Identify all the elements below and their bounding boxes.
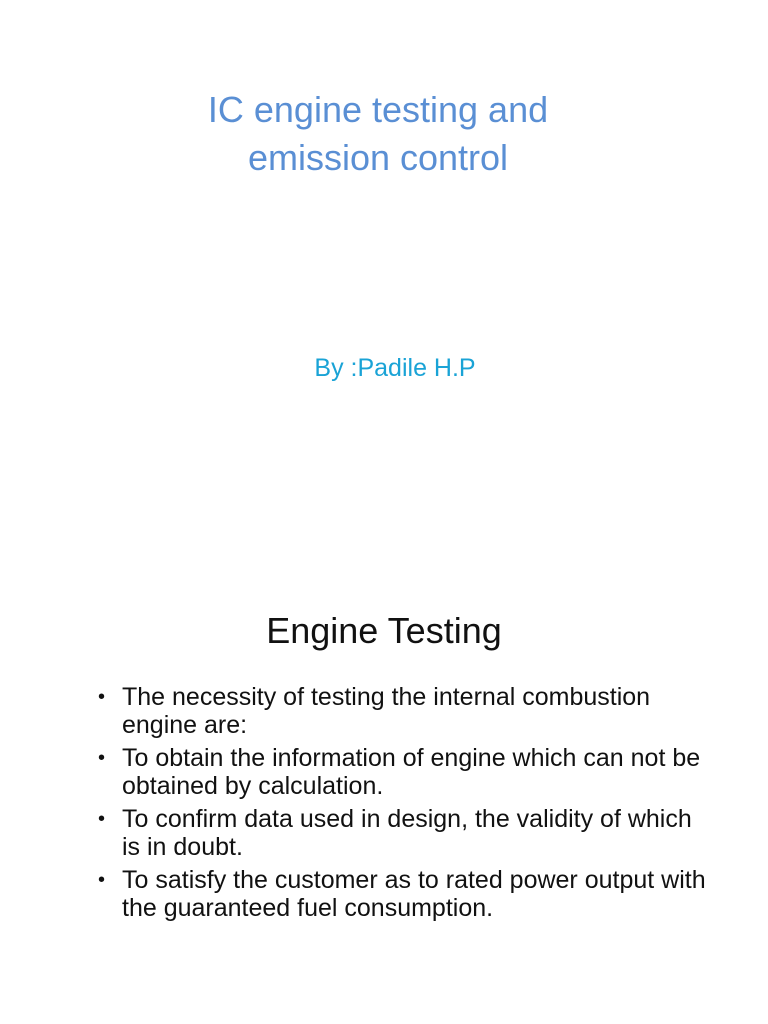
bullet-item — [96, 867, 716, 922]
bullet-text: To confirm data used in design, the validity of which is in doubt. — [122, 805, 692, 861]
bullet-dot-icon: • — [98, 869, 106, 891]
slide-heading: Engine Testing — [266, 610, 502, 651]
bullet-text: To obtain the information of engine which can not be obtained by calculation. — [122, 744, 701, 800]
bullet-dot-icon: • — [98, 808, 106, 830]
presentation-title-line-1: IC engine testing and — [207, 89, 549, 130]
bullet-dot-icon: • — [98, 747, 106, 769]
bullet-item — [96, 684, 716, 739]
bullet-dot-icon: • — [98, 686, 106, 708]
author-credit: By :Padile H.P — [314, 354, 476, 382]
bullet-item — [96, 806, 716, 861]
bullet-item — [96, 745, 716, 800]
bullet-text: The necessity of testing the internal combustion engine are: — [122, 683, 651, 739]
presentation-title — [0, 86, 756, 182]
bullet-text: To satisfy the customer as to rated power output with the guaranteed fuel consumption. — [122, 866, 706, 922]
bullet-list — [96, 684, 716, 928]
slide-engine-testing — [0, 576, 768, 1024]
presentation-title-line-2: emission control — [247, 137, 509, 178]
